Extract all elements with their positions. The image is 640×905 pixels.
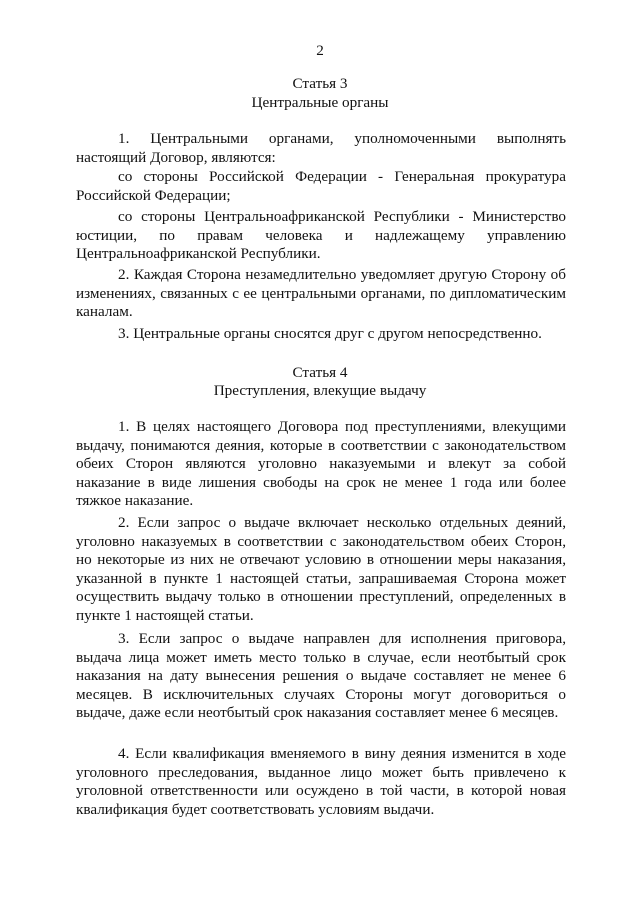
article-3-subtitle: Центральные органы (251, 94, 389, 111)
article-4-paragraph-1: 1. В целях настоящего Договора под преступлениями, влекущими выдачу, понимаются деяния, которые в соответствии с законодательством обеих Сторон являются уголовно наказуемыми и влекут за собой наказание в виде лишения свободы на срок не менее 1 года или более тяжкое наказание. (76, 418, 566, 510)
article-4-paragraph-3: 3. Если запрос о выдаче направлен для исполнения приговора, выдача лица может иметь место только в случае, если неотбытый срок наказания на дату вынесения решения о выдаче составляет не менее 6 месяцев. В исключительных случаях Стороны могут договориться о выдаче, даже если неотбытый срок наказания составляет менее 6 месяцев. (76, 630, 566, 722)
article-3-paragraph-4: 2. Каждая Сторона незамедлительно уведомляет другую Сторону об изменениях, связанных с ее центральными органами, по дипломатическим каналам. (76, 266, 566, 321)
article-3-paragraph-2: со стороны Российской Федерации - Генеральная прокуратура Российской Федерации; (76, 168, 566, 204)
article-4-paragraph-2: 2. Если запрос о выдаче включает несколько отдельных деяний, уголовно наказуемых в соответствии с законодательством обеих Сторон, но некоторые из них не отвечают условию в отношении меры наказания, указанной в пункте 1 настоящей статьи, запрашиваемая Сторона может осуществить выдачу только в отношении преступлений, определенных в пункте 1 настоящей статьи. (76, 514, 566, 624)
article-3-paragraph-1: 1. Центральными органами, уполномоченными выполнять настоящий Договор, являются: (76, 130, 566, 166)
article-3-paragraph-3: со стороны Центральноафриканской Республики - Министерство юстиции, по правам человека и надлежащему управлению Центральноафриканской Республики. (76, 208, 566, 263)
article-4-title: Статья 4 (292, 364, 348, 381)
article-3-title: Статья 3 (292, 75, 348, 92)
article-4-subtitle: Преступления, влекущие выдачу (213, 382, 427, 399)
article-4-paragraph-4: 4. Если квалификация вменяемого в вину деяния изменится в ходе уголовного преследования, выданное лицо может быть привлечено к уголовной ответственности или осуждено в той части, в которой новая квалификация будет соответствовать условиям выдачи. (76, 745, 566, 818)
page-number: 2 (316, 42, 324, 59)
article-3-paragraph-5: 3. Центральные органы сносятся друг с другом непосредственно. (118, 325, 542, 342)
